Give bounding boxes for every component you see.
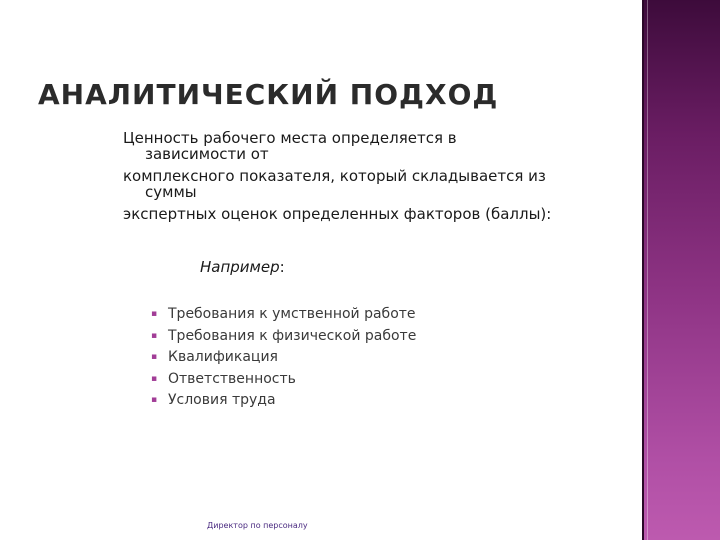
side-bar-divider (647, 0, 648, 540)
list-item (148, 326, 416, 348)
bullet-icon: ▪ (150, 352, 158, 362)
example-label-text: Например (200, 258, 280, 276)
footer-text: Директор по персоналу (207, 521, 308, 530)
bullet-icon: ▪ (150, 395, 158, 405)
paragraph-line-1 (123, 130, 623, 162)
bullet-icon: ▪ (150, 373, 158, 384)
paragraph-line-2-text: комплексного показателя, который складывается из (123, 167, 546, 185)
list-item-text: Условия труда (168, 392, 276, 408)
paragraph-line-1-text: Ценность рабочего места определяется в (123, 129, 457, 147)
list-item-text: Квалификация (168, 349, 278, 365)
list-item (148, 347, 416, 369)
decorative-side-bar (642, 0, 720, 540)
list-item (148, 369, 416, 391)
body-text (123, 130, 623, 228)
list-item (148, 304, 416, 326)
paragraph-line-2 (123, 168, 623, 200)
list-item-text: Требования к умственной работе (168, 306, 416, 322)
factor-list (148, 304, 416, 412)
paragraph-line-1-wrap: зависимости от (145, 145, 269, 163)
paragraph-line-2-wrap: суммы (145, 183, 197, 201)
bullet-icon: ▪ (150, 309, 158, 319)
list-item-text: Требования к физической работе (168, 327, 417, 344)
paragraph-line-3 (123, 206, 623, 222)
paragraph-line-3-text: экспертных оценок определенных факторов (баллы): (123, 205, 552, 223)
example-label-colon: : (279, 258, 285, 276)
list-item-text: Ответственность (168, 370, 296, 387)
bullet-icon: ▪ (150, 330, 158, 341)
slide-title: АНАЛИТИЧЕСКИЙ ПОДХОД (38, 78, 499, 111)
example-label (200, 258, 285, 276)
list-item (148, 390, 416, 412)
